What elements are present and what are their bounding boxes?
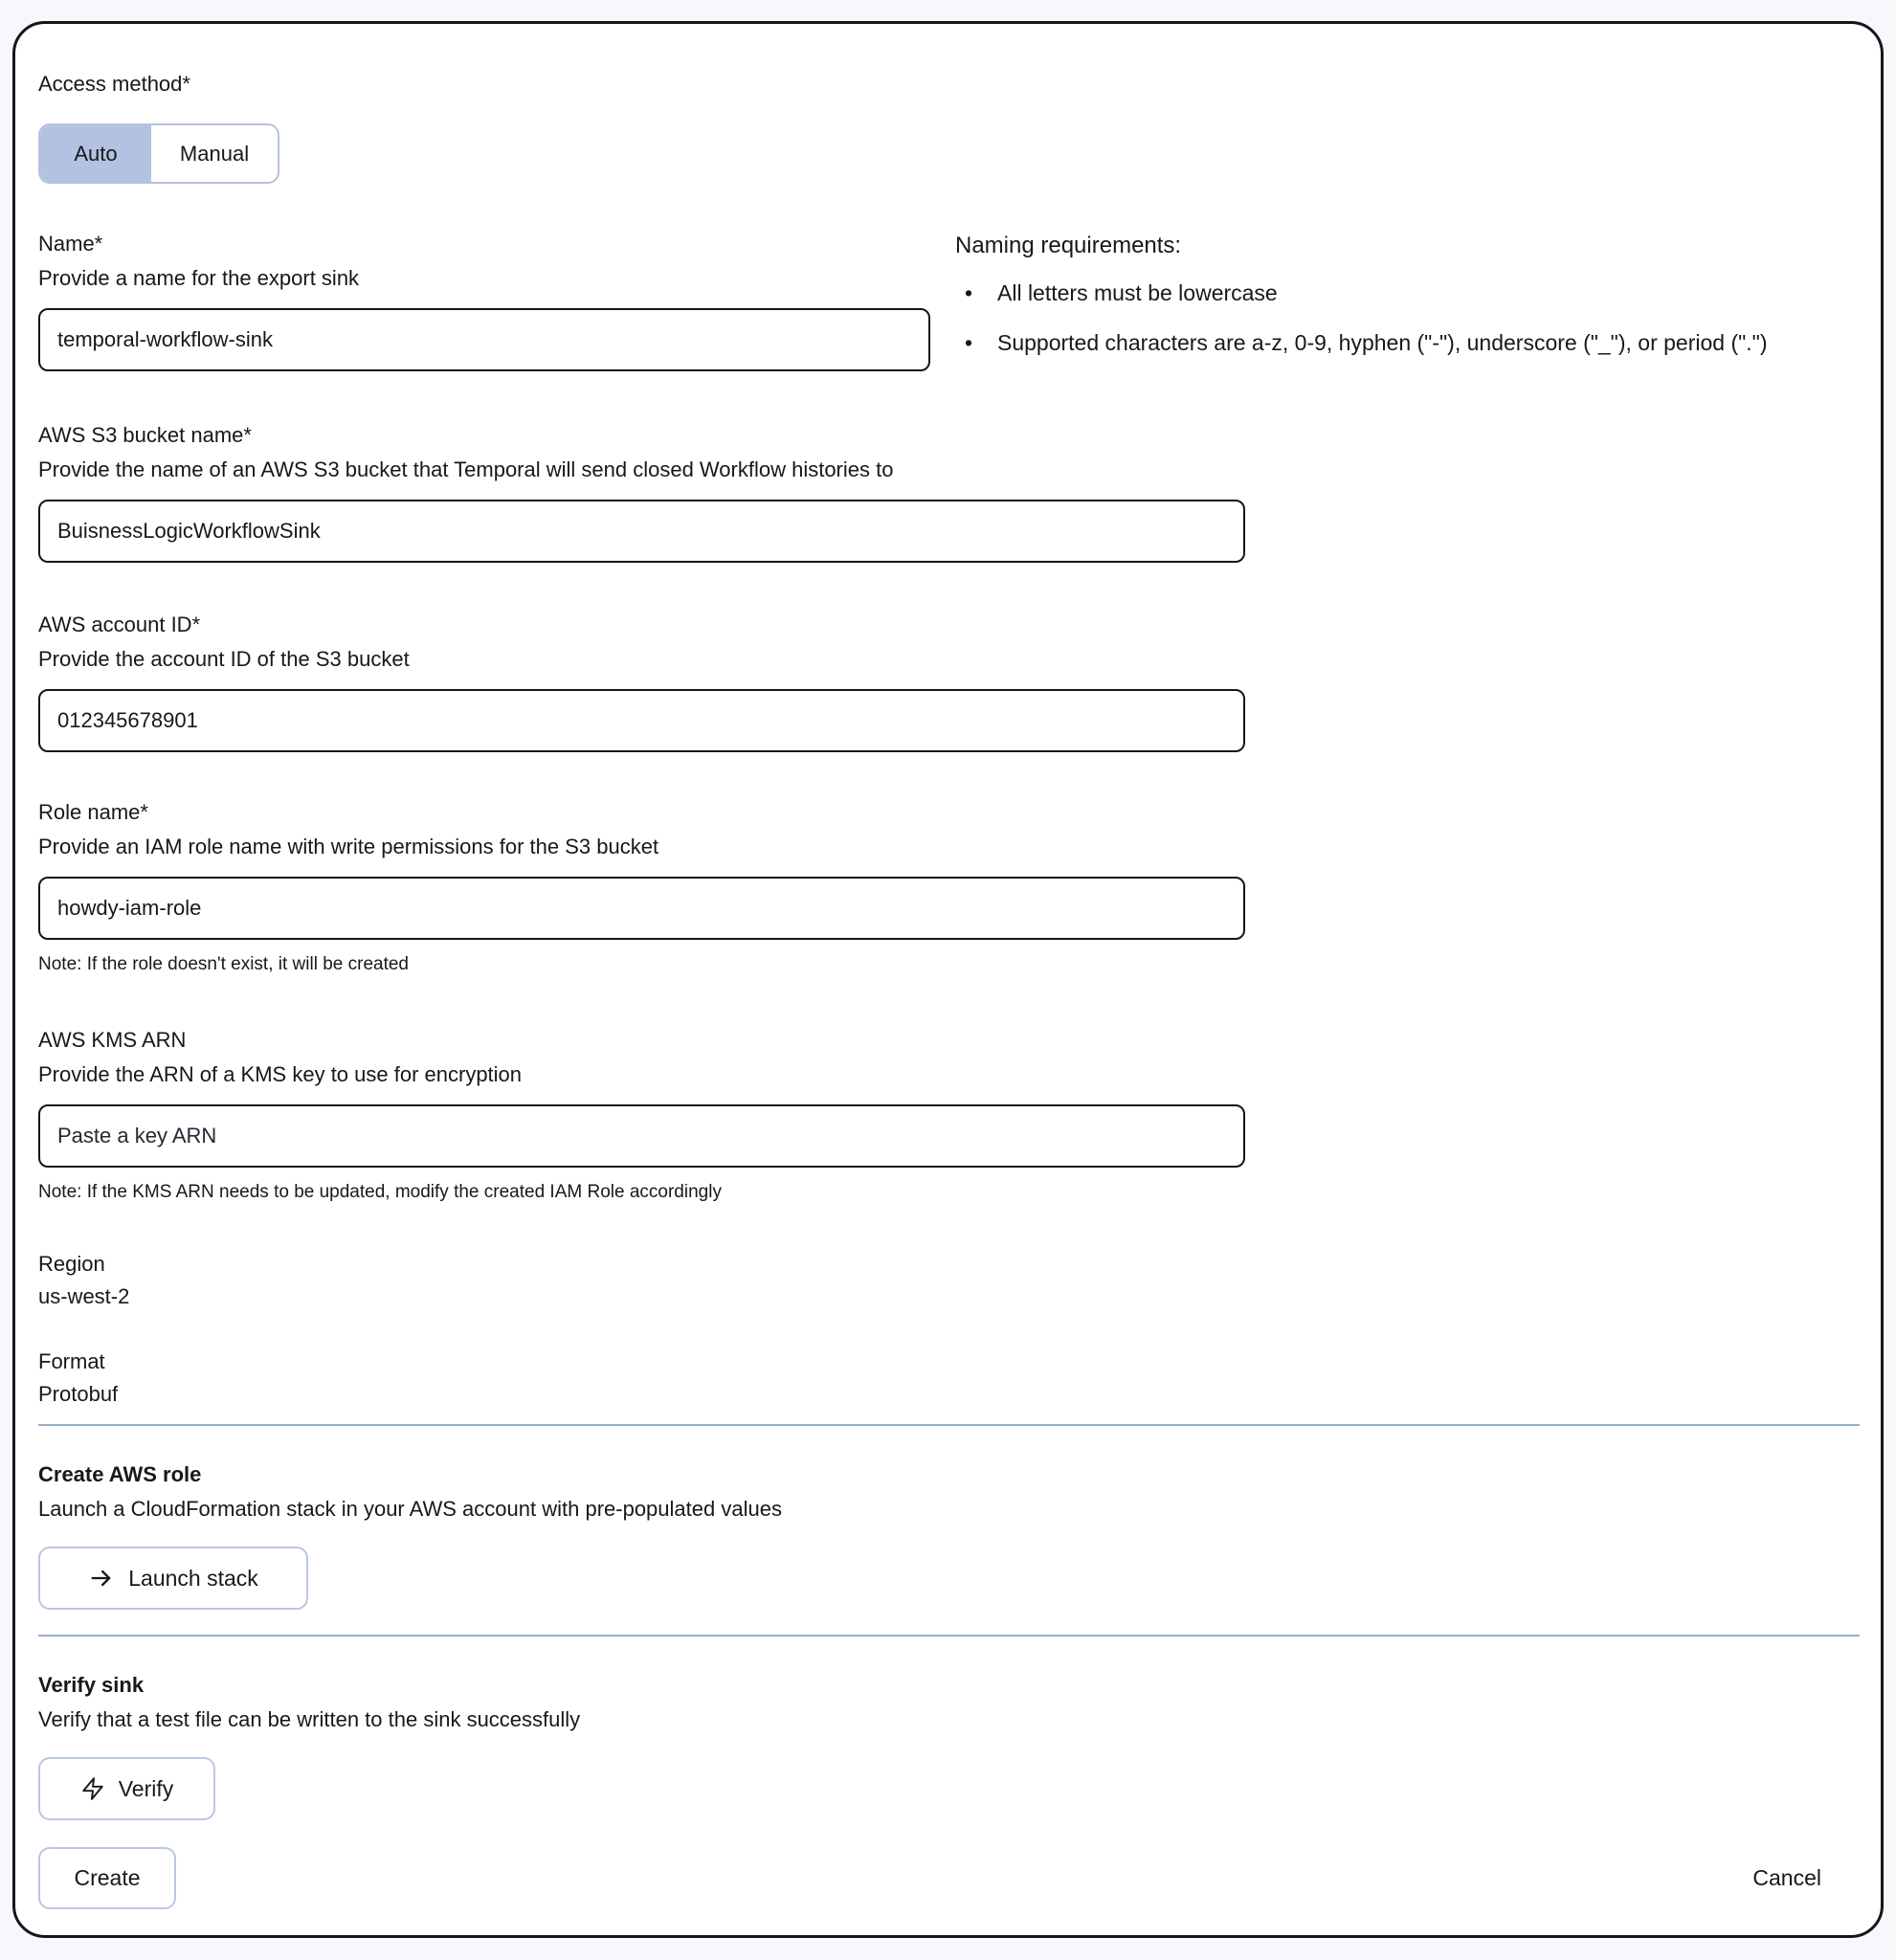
role-field-group — [38, 798, 1852, 976]
divider — [38, 1635, 1860, 1637]
role-label: Role name* — [38, 800, 148, 824]
account-field-group — [38, 611, 1852, 752]
format-group — [38, 1348, 1852, 1409]
role-note: Note: If the role doesn't exist, it will be created — [38, 954, 409, 974]
create-role-section-description: Launch a CloudFormation stack in your AWS account with pre-populated values — [38, 1497, 782, 1521]
lightning-bolt-icon — [80, 1776, 105, 1801]
format-value: Protobuf — [38, 1382, 119, 1406]
verify-button-label: Verify — [118, 1775, 174, 1801]
bucket-field-group — [38, 421, 1852, 563]
naming-requirement-item: • All letters must be lowercase — [955, 274, 1852, 312]
kms-label: AWS KMS ARN — [38, 1028, 187, 1052]
name-label: Name* — [38, 232, 103, 256]
launch-stack-label: Launch stack — [128, 1565, 258, 1591]
naming-requirements-list — [955, 274, 1852, 362]
region-value: us-west-2 — [38, 1284, 130, 1308]
kms-note: Note: If the KMS ARN needs to be updated, modify the created IAM Role accordingly — [38, 1182, 722, 1202]
access-method-option-manual[interactable]: Manual — [151, 125, 278, 182]
role-description: Provide an IAM role name with write permissions for the S3 bucket — [38, 835, 659, 858]
kms-input[interactable] — [38, 1104, 1245, 1168]
naming-requirements — [955, 230, 1852, 362]
naming-requirements-title: Naming requirements: — [955, 233, 1182, 258]
divider — [38, 1424, 1860, 1426]
access-method-option-auto[interactable]: Auto — [40, 125, 151, 182]
kms-description: Provide the ARN of a KMS key to use for encryption — [38, 1062, 523, 1086]
name-description: Provide a name for the export sink — [38, 266, 360, 290]
bucket-input[interactable] — [38, 500, 1245, 563]
verify-section-description: Verify that a test file can be written to the sink successfully — [38, 1707, 581, 1731]
account-label: AWS account ID* — [38, 612, 201, 636]
bucket-label: AWS S3 bucket name* — [38, 423, 252, 447]
create-role-section-title: Create AWS role — [38, 1462, 202, 1486]
kms-field-group — [38, 1026, 1852, 1204]
verify-button[interactable] — [38, 1757, 215, 1820]
region-group — [38, 1250, 1852, 1311]
name-field-group — [38, 230, 930, 371]
account-input[interactable] — [38, 689, 1245, 752]
arrow-right-icon — [88, 1565, 115, 1592]
name-input[interactable] — [38, 308, 930, 371]
role-input[interactable] — [38, 877, 1245, 940]
footer-actions — [38, 1847, 1852, 1909]
bucket-description: Provide the name of an AWS S3 bucket that Temporal will send closed Workflow histories to — [38, 457, 894, 481]
account-description: Provide the account ID of the S3 bucket — [38, 647, 410, 671]
region-label: Region — [38, 1252, 105, 1276]
verify-section-title: Verify sink — [38, 1673, 145, 1697]
create-button[interactable]: Create — [38, 1847, 176, 1909]
naming-requirement-item: • Supported characters are a-z, 0-9, hyphen ("-"), underscore ("_"), or period (".") — [955, 323, 1852, 362]
launch-stack-button[interactable] — [38, 1547, 308, 1610]
access-method-toggle — [38, 123, 279, 184]
access-method-label: Access method* — [38, 72, 190, 96]
cancel-button[interactable]: Cancel — [1752, 1865, 1821, 1890]
name-and-requirements-row — [38, 230, 1852, 371]
export-sink-form-card — [12, 21, 1884, 1938]
format-label: Format — [38, 1349, 105, 1373]
